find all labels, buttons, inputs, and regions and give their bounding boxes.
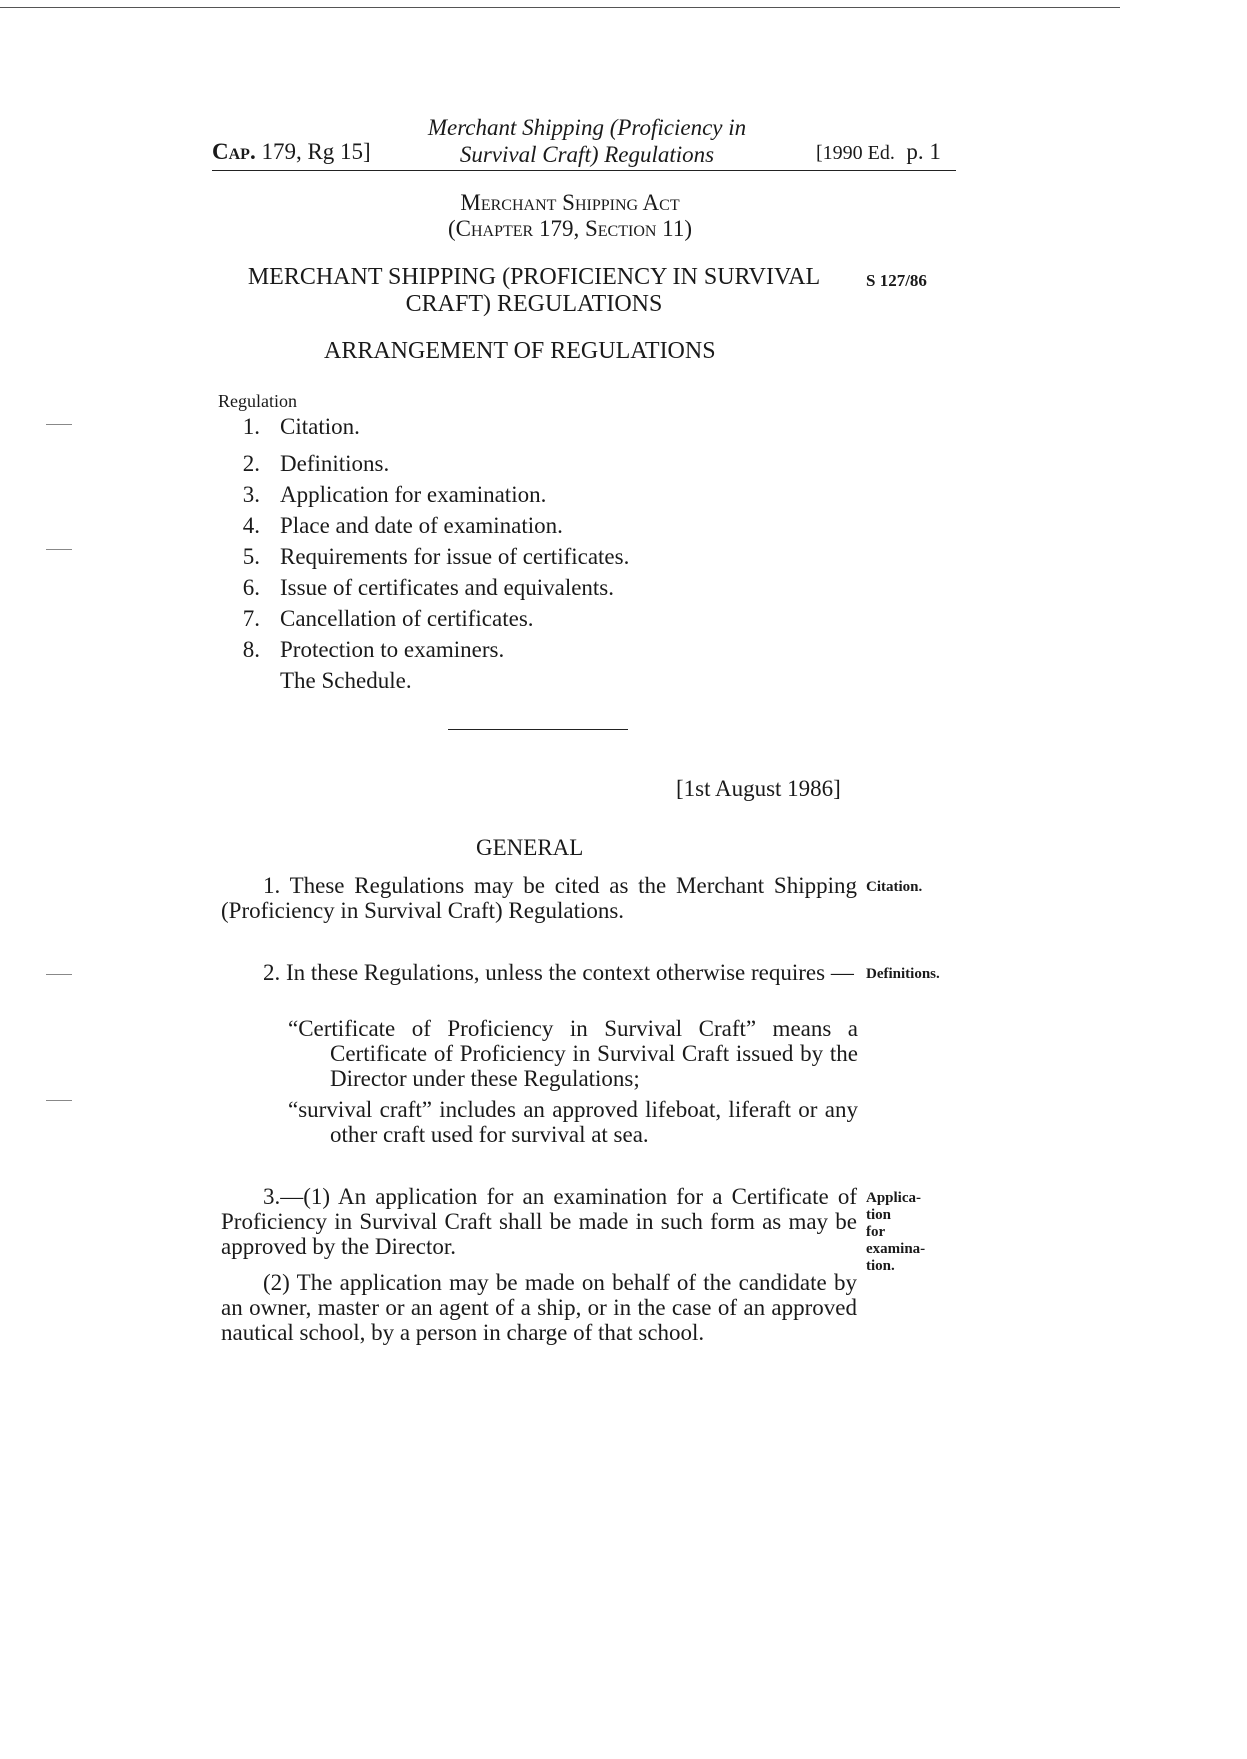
toc-text: Definitions. — [280, 451, 390, 476]
header-rule — [212, 170, 956, 171]
toc-number: 6. — [242, 575, 260, 600]
scan-mark — [46, 549, 72, 550]
top-edge-rule — [0, 7, 1120, 8]
subsidiary-legislation-ref: S 127/86 — [866, 271, 927, 290]
header-title — [372, 114, 802, 168]
header-chapter-ref: 179, Rg 15] — [261, 139, 371, 164]
application-margin-note: Applica- tion for examina- tion. — [866, 1190, 926, 1274]
header-page-number: p. 1 — [906, 139, 941, 164]
scan-mark — [46, 424, 72, 425]
header-edition — [816, 139, 941, 165]
act-name: Merchant Shipping Act — [460, 190, 680, 215]
toc-text: Place and date of examination. — [280, 513, 563, 538]
toc-number: 5. — [242, 544, 260, 569]
act-chapter-section: (Chapter 179, Section 11) — [448, 216, 692, 241]
regulations-title — [224, 264, 844, 318]
definition-item: “survival craft” includes an approved lifeboat, liferaft or any other craft used for survival at sea. — [288, 1097, 858, 1147]
toc-text: Protection to examiners. — [280, 637, 505, 662]
toc-text: Citation. — [280, 414, 360, 439]
header-chapter — [212, 139, 371, 165]
application-paragraph-1: 3.—(1) An application for an examination for a Certificate of Proficiency in Survival Craft shall be made in such form as may be approved by the Director. — [221, 1184, 857, 1259]
definition-item: “Certificate of Proficiency in Survival Craft” means a Certificate of Proficiency in Survival Craft issued by the Director under these Regulations; — [288, 1016, 858, 1091]
toc-number: 1. — [242, 414, 260, 439]
citation-paragraph: 1. These Regulations may be cited as the Merchant Shipping (Proficiency in Survival Craft) Regulations. — [221, 873, 857, 923]
header-edition-label: [1990 Ed. — [816, 142, 895, 164]
toc-number: 3. — [242, 482, 260, 507]
header-cap-label: Cap. — [212, 139, 256, 164]
scan-mark — [46, 974, 72, 975]
definitions-margin-note: Definitions. — [866, 966, 940, 982]
commencement-date: [1st August 1986] — [676, 776, 841, 801]
header-title-line2: Survival Craft) Regulations — [459, 142, 715, 167]
general-heading: GENERAL — [476, 835, 584, 860]
toc-text: Requirements for issue of certificates. — [280, 544, 630, 569]
toc-text: The Schedule. — [280, 668, 412, 693]
toc-text: Cancellation of certificates. — [280, 606, 534, 631]
section-divider — [448, 729, 628, 730]
definitions-paragraph: 2. In these Regulations, unless the context otherwise requires — — [263, 960, 854, 985]
regulations-title-line1: MERCHANT SHIPPING (PROFICIENCY IN SURVIVAL — [247, 264, 821, 290]
citation-margin-note: Citation. — [866, 879, 923, 895]
header-title-line1: Merchant Shipping (Proficiency in — [427, 115, 747, 140]
act-reference — [300, 190, 840, 242]
toc-text: Application for examination. — [280, 482, 547, 507]
toc-number: 2. — [242, 451, 260, 476]
toc-number: 8. — [242, 637, 260, 662]
toc-text: Issue of certificates and equivalents. — [280, 575, 615, 600]
application-paragraph-2: (2) The application may be made on behalf of the candidate by an owner, master or an agent of a ship, or in the case of an approved nautical school, by a person in charge of that school. — [221, 1270, 857, 1345]
regulation-column-label: Regulation — [218, 391, 297, 411]
regulations-title-line2: CRAFT) REGULATIONS — [405, 291, 663, 317]
toc-number: 4. — [242, 513, 260, 538]
arrangement-heading: ARRANGEMENT OF REGULATIONS — [324, 338, 716, 364]
toc-number: 7. — [242, 606, 260, 631]
scan-mark — [46, 1100, 72, 1101]
